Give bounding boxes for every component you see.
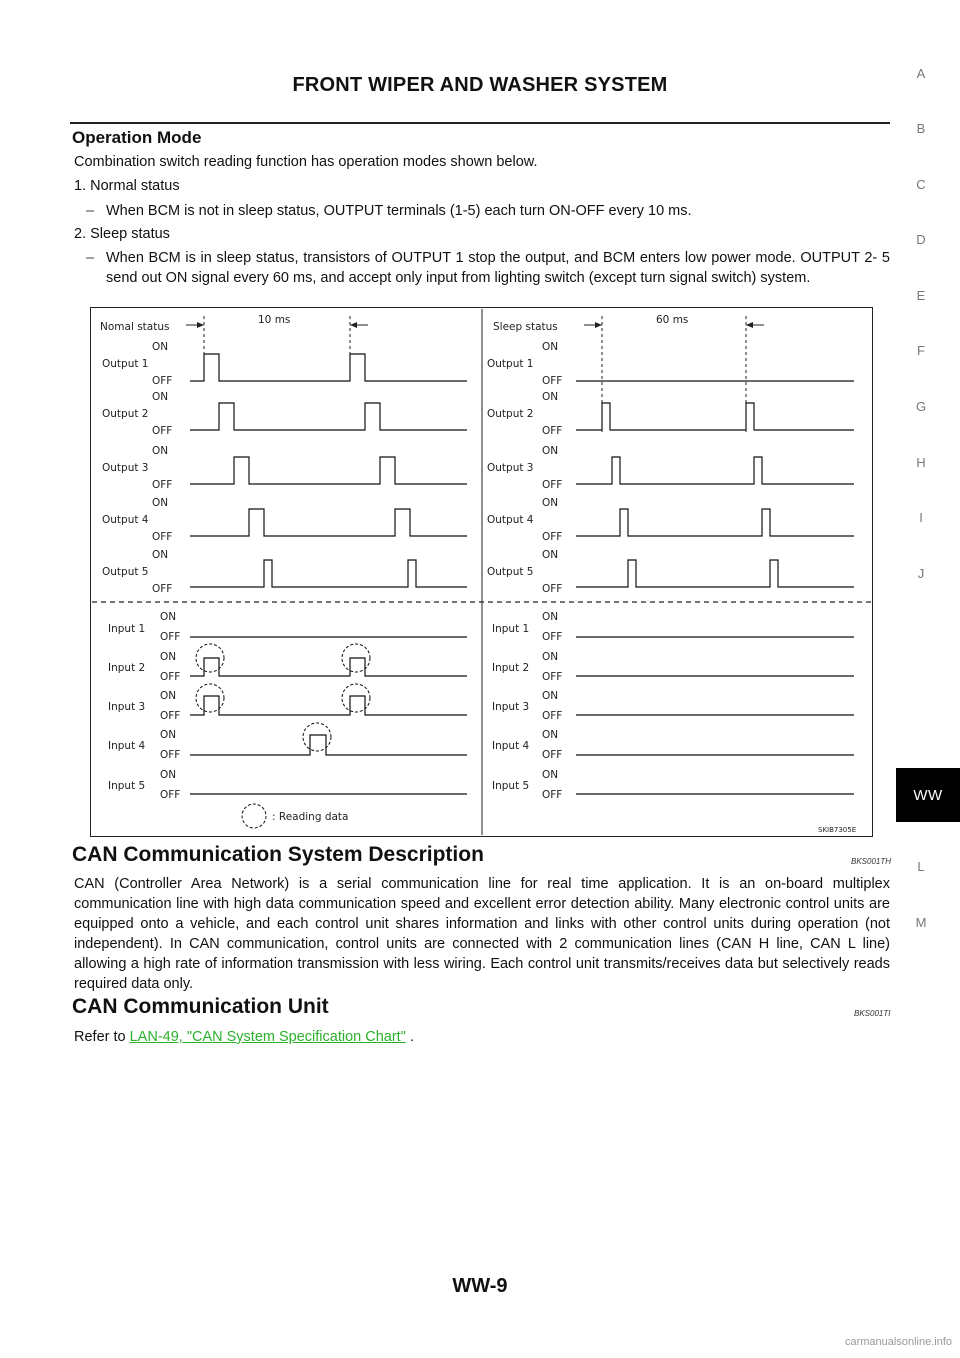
side-index-j[interactable]: J — [917, 566, 925, 581]
output-label: Output 3 — [102, 462, 149, 474]
reference-prefix: Refer to — [74, 1029, 130, 1045]
side-index-e[interactable]: E — [916, 288, 926, 303]
side-index-h[interactable]: H — [916, 455, 926, 470]
can-unit-reference — [74, 1027, 414, 1047]
normal-status-item: 1. Normal status — [74, 178, 180, 194]
normal-status-label: Nomal status — [100, 321, 170, 333]
input-label: Input 3 — [108, 701, 146, 713]
input-waveform — [190, 735, 467, 755]
output-label: Output 4 — [487, 514, 534, 526]
watermark: carmanualsonline.info — [844, 1336, 952, 1348]
reading-data-marker — [196, 684, 224, 712]
reading-data-marker — [303, 723, 331, 751]
legend-label: : Reading data — [272, 811, 349, 823]
on-label: ON — [160, 729, 177, 741]
off-label: OFF — [152, 375, 173, 387]
output-label: Output 4 — [102, 514, 149, 526]
bullet-mark: – — [86, 203, 95, 219]
on-label: ON — [542, 341, 559, 353]
input-label: Input 4 — [492, 740, 530, 752]
on-label: ON — [542, 769, 559, 781]
output-label: Output 2 — [487, 408, 534, 420]
on-label: ON — [152, 445, 169, 457]
off-label: OFF — [160, 671, 181, 683]
on-label: ON — [152, 549, 169, 561]
bullet-mark: – — [86, 250, 95, 266]
can-description-heading: CAN Communication System Description — [72, 843, 484, 866]
on-label: ON — [160, 769, 177, 781]
on-label: ON — [542, 729, 559, 741]
period-arrowhead — [350, 322, 357, 328]
reading-data-marker — [342, 684, 370, 712]
can-spec-chart-link[interactable]: LAN-49, "CAN System Specification Chart" — [129, 1029, 406, 1045]
off-label: OFF — [542, 671, 563, 683]
on-label: ON — [160, 651, 177, 663]
on-label: ON — [542, 651, 559, 663]
output-label: Output 5 — [487, 566, 534, 578]
output-label: Output 1 — [487, 358, 534, 370]
can-description-code: BKS001TH — [851, 857, 892, 866]
output-waveform — [190, 509, 467, 536]
off-label: OFF — [542, 749, 563, 761]
input-label: Input 3 — [492, 701, 530, 713]
period-arrowhead — [746, 322, 753, 328]
off-label: OFF — [152, 479, 173, 491]
sleep-status-bullet: When BCM is in sleep status, transistors of OUTPUT 1 stop the output, and BCM enters low power mode. OUTPUT 2- 5 send out ON signal every 60 ms, and accept only input from lighting switch (except turn signal switch) system. — [106, 250, 890, 286]
page-number: WW-9 — [452, 1275, 508, 1297]
operation-mode-intro: Combination switch reading function has operation modes shown below. — [74, 154, 538, 170]
off-label: OFF — [152, 583, 173, 595]
side-index-i[interactable]: I — [919, 510, 923, 525]
on-label: ON — [160, 611, 177, 623]
off-label: OFF — [160, 749, 181, 761]
off-label: OFF — [542, 479, 563, 491]
output-waveform — [190, 560, 467, 587]
sleep-status-item: 2. Sleep status — [74, 226, 170, 242]
output-label: Output 1 — [102, 358, 149, 370]
side-index-b[interactable]: B — [916, 121, 926, 136]
output-label: Output 3 — [487, 462, 534, 474]
title-rule — [70, 122, 890, 124]
off-label: OFF — [160, 710, 181, 722]
output-waveform — [576, 509, 854, 536]
off-label: OFF — [542, 710, 563, 722]
can-unit-heading: CAN Communication Unit — [72, 995, 329, 1018]
input-label: Input 5 — [108, 780, 146, 792]
on-label: ON — [152, 341, 169, 353]
operation-mode-heading: Operation Mode — [72, 128, 202, 147]
output-waveform — [576, 403, 854, 430]
output-waveform — [190, 354, 467, 381]
off-label: OFF — [542, 531, 563, 543]
input-waveform — [190, 696, 467, 715]
sleep-period-label: 60 ms — [656, 314, 689, 326]
period-arrowhead — [595, 322, 602, 328]
input-label: Input 5 — [492, 780, 530, 792]
on-label: ON — [152, 391, 169, 403]
on-label: ON — [542, 391, 559, 403]
off-label: OFF — [152, 531, 173, 543]
on-label: ON — [160, 690, 177, 702]
on-label: ON — [152, 497, 169, 509]
legend-marker — [242, 804, 266, 828]
period-arrowhead — [197, 322, 204, 328]
off-label: OFF — [152, 425, 173, 437]
off-label: OFF — [160, 631, 181, 643]
side-index-a[interactable]: A — [916, 66, 926, 81]
output-waveform — [576, 457, 854, 484]
timing-diagram — [90, 307, 873, 837]
off-label: OFF — [542, 425, 563, 437]
on-label: ON — [542, 445, 559, 457]
input-label: Input 2 — [108, 662, 146, 674]
input-label: Input 4 — [108, 740, 146, 752]
can-unit-code: BKS001TI — [854, 1009, 891, 1018]
side-index-m[interactable]: M — [915, 915, 927, 930]
input-label: Input 2 — [492, 662, 530, 674]
normal-status-bullet: When BCM is not in sleep status, OUTPUT terminals (1-5) each turn ON-OFF every 10 ms. — [106, 203, 692, 219]
on-label: ON — [542, 549, 559, 561]
on-label: ON — [542, 611, 559, 623]
input-label: Input 1 — [492, 623, 530, 635]
reference-suffix: . — [405, 1029, 414, 1045]
side-index-f[interactable]: F — [917, 343, 925, 358]
off-label: OFF — [542, 631, 563, 643]
output-waveform — [190, 403, 467, 430]
off-label: OFF — [542, 375, 563, 387]
output-label: Output 5 — [102, 566, 149, 578]
on-label: ON — [542, 497, 559, 509]
on-label: ON — [542, 690, 559, 702]
side-index-ww-active[interactable]: WW — [896, 768, 960, 822]
output-waveform — [576, 560, 854, 587]
can-description-body: CAN (Controller Area Network) is a serial communication line for real time application. It is an on-board multiplex communication line with high data communication speed and excellent error detection ability. Many electronic control units are equipped onto a vehicle, and each control unit shares information and links with other control units during operation (not independent). In CAN communication, control units are connected with 2 communication lines (CAN H line, CAN L line) allowing a high rate of information transmission with less wiring. Each control unit transmits/receives data but selectively reads required data only. — [74, 876, 890, 992]
side-index-g[interactable]: G — [915, 399, 927, 414]
sleep-status-label: Sleep status — [493, 321, 558, 333]
input-label: Input 1 — [108, 623, 146, 635]
page-title: FRONT WIPER AND WASHER SYSTEM — [292, 74, 668, 96]
off-label: OFF — [160, 789, 181, 801]
output-label: Output 2 — [102, 408, 149, 420]
off-label: OFF — [542, 789, 563, 801]
output-waveform — [190, 457, 467, 484]
figure-code: SKIB7305E — [818, 826, 857, 834]
side-index-c[interactable]: C — [916, 177, 926, 192]
side-index-l[interactable]: L — [917, 859, 925, 874]
input-waveform — [190, 658, 467, 676]
normal-period-label: 10 ms — [258, 314, 291, 326]
off-label: OFF — [542, 583, 563, 595]
side-index-d[interactable]: D — [916, 232, 926, 247]
